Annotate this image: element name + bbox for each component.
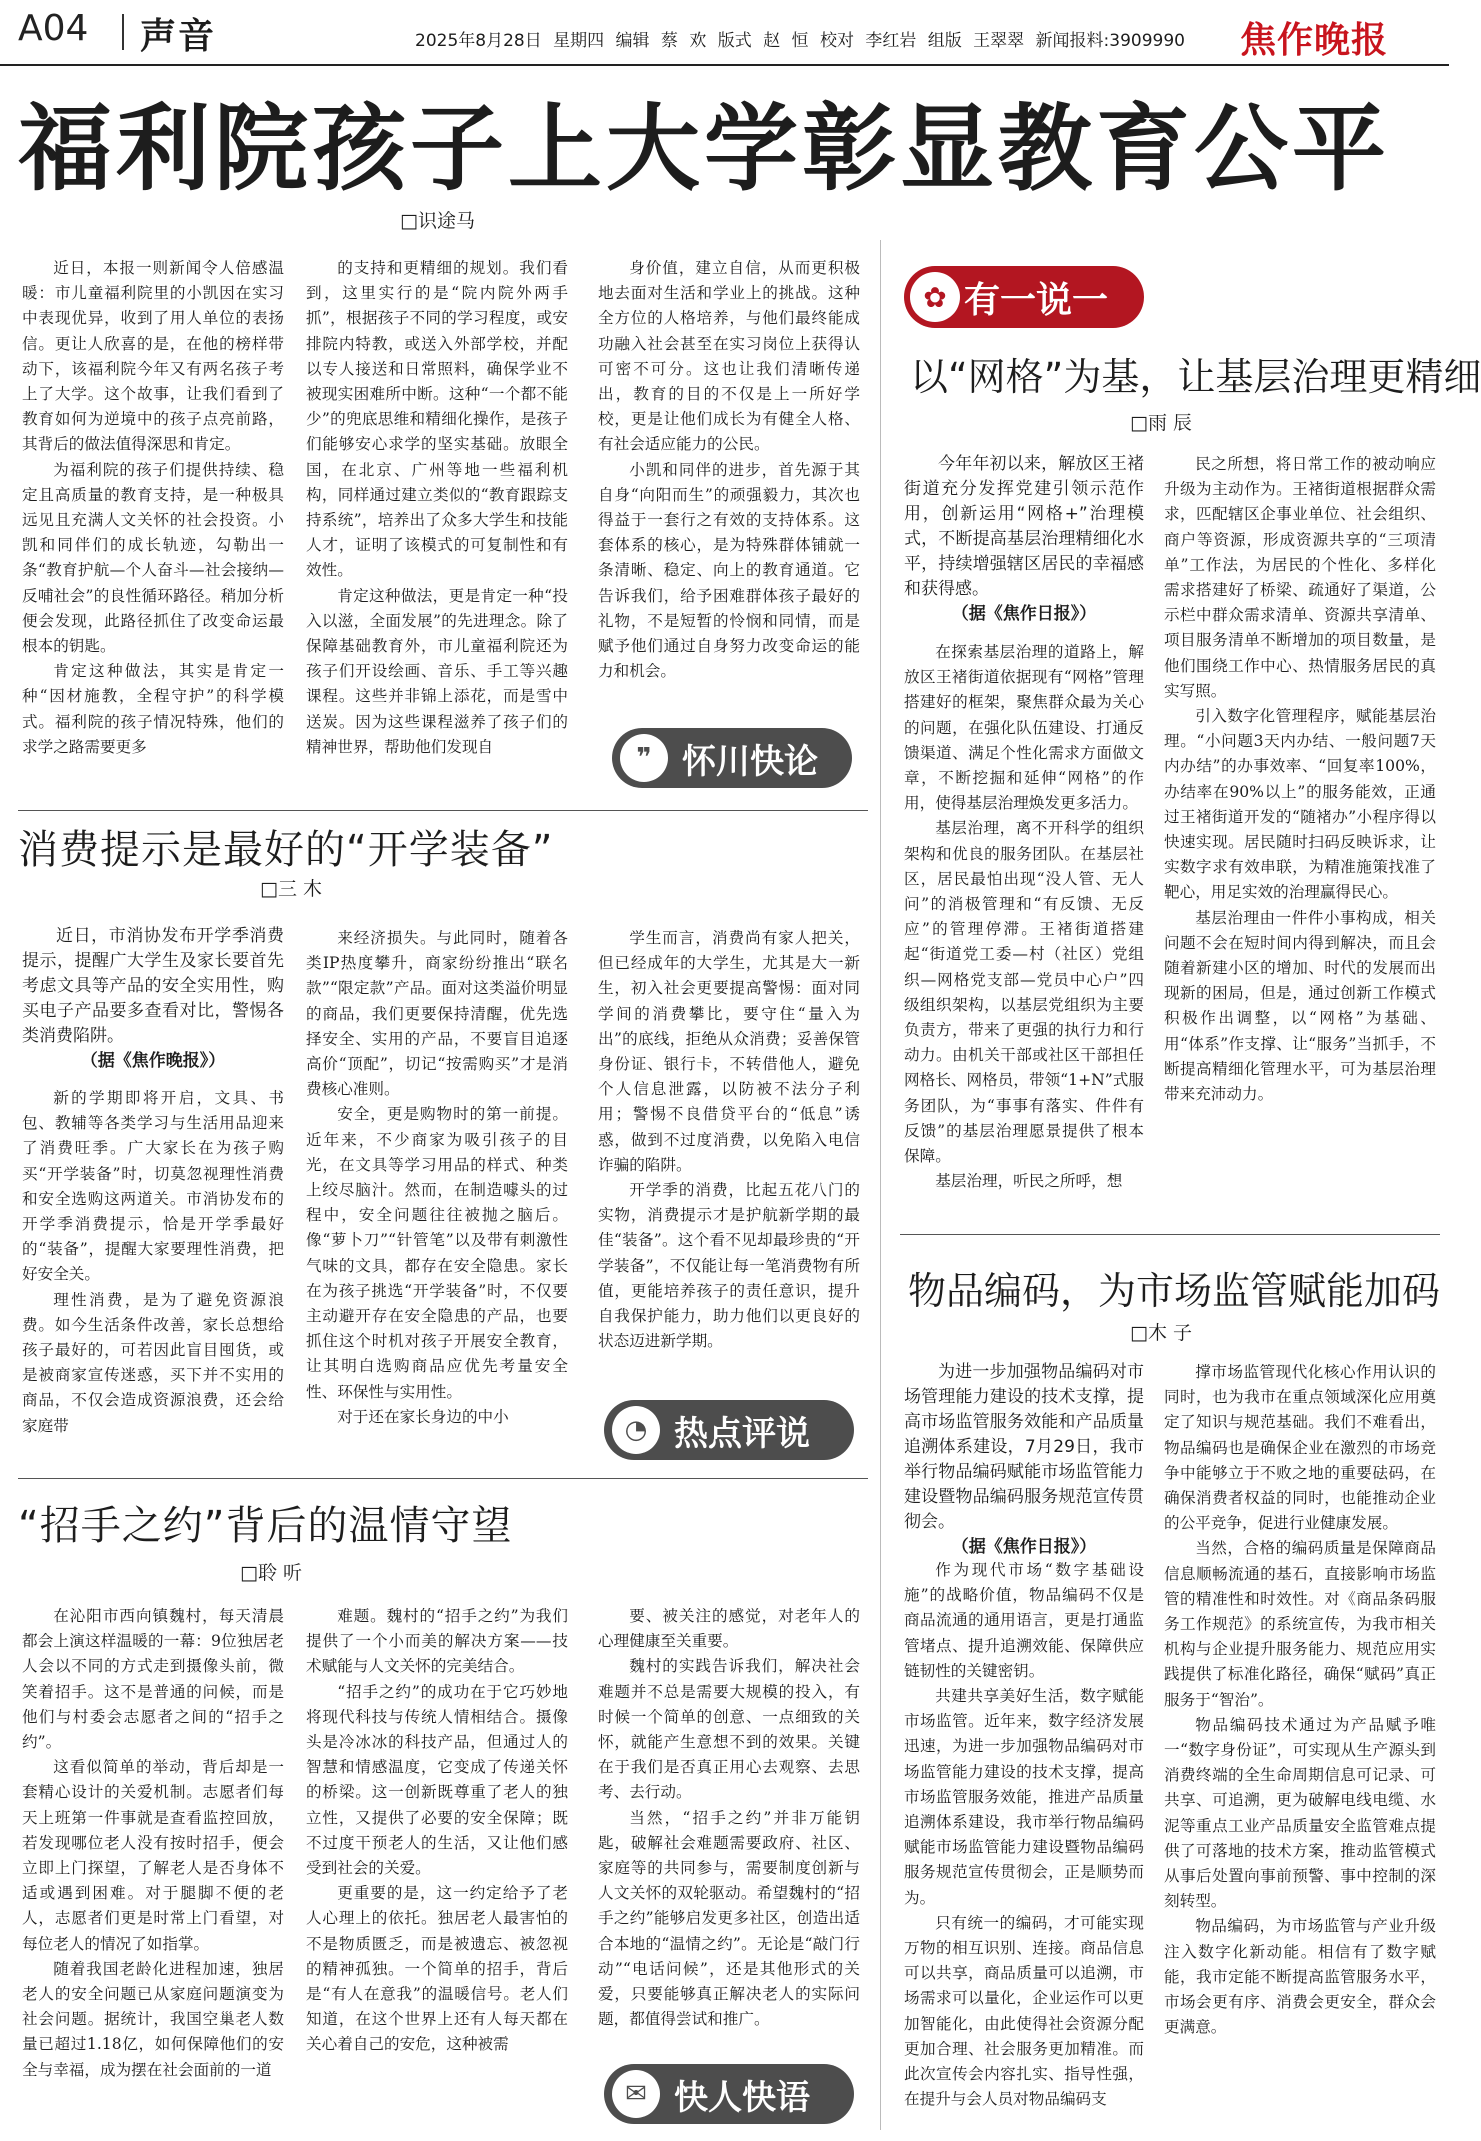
article4-col-1 — [904, 640, 1144, 1224]
paragraph: 肯定这种做法，更是肯定一种“投入以滋，全面发展”的先进理念。除了保障基础教育外，市儿童福利院还为孩子们开设绘画、音乐、手工等兴趣课程。这些并非锦上添花，而是雪中送炭。因为这些课程滋养了孩子们的精神世界，帮助他们发现自 — [306, 586, 568, 756]
article5-byline: □木 子 — [1130, 1322, 1192, 1344]
youyishuoyi-badge — [904, 266, 1144, 328]
main-col-2 — [306, 256, 568, 806]
quote-icon: ❞ — [620, 734, 668, 782]
paragraph: 撑市场监管现代化核心作用认识的同时，也为我市在重点领域深化应用奠定了知识与规范基础。我们不难看出，物品编码也是确保企业在激烈的市场竞争中能够立于不败之地的重要砝码，在确保消费者权益的同时，也能推动企业的公平竞争，促进行业健康发展。 — [1164, 1363, 1436, 1533]
chat-icon: ✉ — [612, 2070, 660, 2118]
header-divider — [122, 14, 124, 50]
paragraph: 作为现代市场“数字基础设施”的战略价值，物品编码不仅是商品流通的通用语言，更是打通监管堵点、提升追溯效能、保障供应链韧性的关键密钥。 — [904, 1561, 1144, 1680]
article4-byline: □雨 辰 — [1130, 412, 1192, 434]
paragraph: 在沁阳市西向镇魏村，每天清晨都会上演这样温暖的一幕：9位独居老人会以不同的方式走到摄像头前，微笑着招手。这不是普通的问候，而是他们与村委会志愿者之间的“招手之约”。 — [22, 1607, 284, 1752]
paragraph: 小凯和同伴的进步，首先源于其自身“向阳而生”的顽强毅力，其次也得益于一套行之有效的支持体系。这套体系的核心，是为特殊群体铺就一条清晰、稳定、向上的教育通道。它告诉我们，给予困难群体孩子最好的礼物，不是短暂的怜悯和同情，而是赋予他们通过自身努力改变命运的能力和机会。 — [598, 460, 860, 681]
article4-intro-source: （据《焦作日报》） — [951, 604, 1097, 624]
dove-icon: ✿ — [910, 272, 960, 322]
article5-col-1 — [904, 1558, 1144, 2134]
paragraph: 新的学期即将开启，文具、书包、教辅等各类学习与生活用品迎来了消费旺季。广大家长在为孩子购买“开学装备”时，切莫忽视理性消费和安全选购这两道关。市消协发布的开学季消费提示，恰是开学季最好的“装备”，提醒大家要理性消费，把好安全关。 — [22, 1089, 284, 1284]
article2-byline: □三 木 — [260, 878, 322, 900]
paragraph: 这看似简单的举动，背后却是一套精心设计的关爱机制。志愿者们每天上班第一件事就是查看监控回放，若发现哪位老人没有按时招手，便会立即上门探望，了解老人是否身体不适或遇到困难。对于腿脚不便的老人，志愿者们更是时常上门看望，对每位老人的情况了如指掌。 — [22, 1758, 284, 1953]
paragraph: 身价值，建立自信，从而更积极地去面对生活和学业上的挑战。这种全方位的人格培养，与他们最终能成功融入社会甚至在实习岗位上获得认可密不可分。这也让我们清晰传递出，教育的目的不仅是上一所好学校，更是让他们成长为有健全人格、有社会适应能力的公民。 — [598, 259, 860, 454]
paragraph: 魏村的实践告诉我们，解决社会难题并不总是需要大规模的投入，有时候一个简单的创意、一点细致的关怀，就能产生意想不到的效果。关键在于我们是否真正用心去观察、去思考、去行动。 — [598, 1657, 860, 1802]
paragraph: 在探索基层治理的道路上，解放区王褚街道依据现有“网格”管理搭建好的框架，聚焦群众最为关心的问题，在强化队伍建设、打通反馈渠道、满足个性化需求方面做文章，不断挖掘和延伸“网格”的作用，使得基层治理焕发更多活力。 — [904, 643, 1144, 813]
paragraph: 民之所想，将日常工作的被动响应升级为主动作为。王褚街道根据群众需求，匹配辖区企事业单位、社会组织、商户等资源，形成资源共享的“三项清单”工作法，为居民的个性化、多样化需求搭建好了桥梁、疏通好了渠道，公示栏中群众需求清单、资源共享清单、项目服务清单不断增加的项目数量，是他们围绕工作中心、热情服务居民的真实写照。 — [1164, 455, 1436, 700]
redian-label: 热点评说 — [674, 1413, 810, 1454]
paragraph: 的支持和更精细的规划。我们看到，这里实行的是“院内院外两手抓”，根据孩子不同的学习程度，或安排院内特教，或送入外部学校，并配以专人接送和日常照料，确保学业不被现实困难所中断。这种“一个都不能少”的兜底思维和精细化操作，是孩子们能够安心求学的坚实基础。放眼全国，在北京、广州等地一些福利机构，同样通过建立类似的“教育跟踪支持系统”，培养出了众多大学生和技能人才，证明了该模式的可复制性和有效性。 — [306, 259, 568, 580]
article5-intro-text: 为进一步加强物品编码对市场管理能力建设的技术支撑，提高市场监管服务效能和产品质量追溯体系建设，7月29日，我市举行物品编码赋能市场监管能力建设暨物品编码服务规范宣传贯彻会。 — [904, 1362, 1144, 1532]
paragraph: 学生而言，消费尚有家人把关，但已经成年的大学生，尤其是大一新生，初入社会更要提高警惕：面对同学间的消费攀比，要守住“量入为出”的底线，拒绝从众消费；妥善保管身份证、银行卡，不转借他人，避免个人信息泄露，以防被不法分子利用；警惕不良借贷平台的“低息”诱惑，做到不过度消费，以免陷入电信诈骗的陷阱。 — [598, 929, 860, 1174]
article2-intro-source: （据《焦作晚报》） — [80, 1051, 226, 1071]
kuairen-label: 快人快语 — [674, 2077, 810, 2118]
paragraph: 基层治理，听民之所呼，想 — [935, 1172, 1123, 1191]
newspaper-logo: 焦作晚报 — [1240, 20, 1389, 61]
paragraph: 肯定这种做法，其实是肯定一种“因材施教，全程守护”的科学模式。福利院的孩子情况特殊，他们的求学之路需要更多 — [22, 662, 284, 756]
paragraph: 来经济损失。与此同时，随着各类IP热度攀升，商家纷纷推出“联名款”“限定款”产品。面对这类溢价明显的商品，我们更要保持清醒，优先选择安全、实用的产品，不要盲目追逐高价“顶配”，切记“按需购买”才是消费核心准则。 — [306, 929, 568, 1099]
paragraph: 物品编码，为市场监管与产业升级注入数字化新动能。相信有了数字赋能，我市定能不断提高监管服务水平，市场会更有序、消费会更安全，群众会更满意。 — [1164, 1917, 1436, 2037]
article4-col-2 — [1164, 452, 1436, 1224]
article3-col-2 — [306, 1604, 568, 2134]
edition-meta: 2025年8月28日 星期四 编辑 蔡 欢 版式 赵 恒 校对 李红岩 组版 王翠翠 新闻报料:3909990 — [415, 31, 1185, 51]
paragraph: 更重要的是，这一约定给予了老人心理上的依托。独居老人最害怕的不是物质匮乏，而是被遗忘、被忽视的精神孤独。一个简单的招手，背后是“有人在意我”的温暖信号。老人们知道，在这个世界上还有人每天都在关心着自己的安危，这种被需 — [306, 1884, 568, 2054]
paragraph: 基层治理，离不开科学的组织架构和优良的服务团队。在基层社区，居民最怕出现“没人管、无人问”的消极管理和“有反馈、无反应”的管理停滞。王褚街道搭建起“街道党工委—村（社区）党组织—网格党支部—党员中心户”四级组织架构，以基层党组织为主要负责方，带来了更强的执行力和行动力。由机关干部或社区干部担任网格长、网格员，带领“1+N”式服务团队，为“事事有落实、件件有反馈”的基层治理愿景提供了根本保障。 — [904, 819, 1144, 1166]
divider-2 — [18, 1478, 868, 1479]
paragraph: 要、被关注的感觉，对老年人的心理健康至关重要。 — [598, 1607, 860, 1651]
main-byline: □识途马 — [400, 210, 475, 232]
main-headline: 福利院孩子上大学彰显教育公平 — [18, 95, 1391, 204]
huaichuan-badge — [612, 728, 852, 788]
article2-col-2 — [306, 926, 568, 1476]
huaichuan-label: 怀川快论 — [682, 741, 818, 782]
paragraph: 当然，合格的编码质量是保障商品信息顺畅流通的基石，直接影响市场监管的精准性和时效性。对《商品条码服务工作规范》的系统宣传，为我市相关机构与企业提升服务能力、规范应用实践提供了标准化路径，确保“赋码”真正服务于“智治”。 — [1164, 1539, 1436, 1709]
article2-headline: 消费提示是最好的“开学装备” — [18, 827, 554, 873]
article3-byline: □聆 听 — [240, 1562, 302, 1584]
youyishuoyi-label: 有一说一 — [964, 279, 1109, 321]
column-divider — [880, 240, 881, 2130]
article3-col-3 — [598, 1604, 860, 2054]
divider-3 — [900, 1234, 1440, 1235]
article5-intro — [904, 1360, 1144, 1557]
paragraph: 引入数字化管理程序，赋能基层治理。“小问题3天内办结、一般问题7天内办结”的办事效率、“回复率100%，办结率在90%以上”的服务能效，正通过王褚街道开发的“随褚办”小程序得以快速实现。居民随时扫码反映诉求，让实数字求有效串联，为精准施策找准了靶心，用足实效的治理赢得民心。 — [1164, 707, 1436, 902]
section-title: 声音 — [140, 16, 217, 57]
article3-headline: “招手之约”背后的温情守望 — [18, 1503, 513, 1549]
article4-intro-text: 今年年初以来，解放区王褚街道充分发挥党建引领示范作用，创新运用“网格+”治理模式，不断提高基层治理精细化水平，持续增强辖区居民的幸福感和获得感。 — [904, 454, 1144, 599]
article2-intro-text: 近日，市消协发布开学季消费提示，提醒广大学生及家长要首先考虑文具等产品的安全实用性，购买电子产品要多查看对比，警惕各类消费陷阱。 — [22, 926, 284, 1046]
paragraph: 开学季的消费，比起五花八门的实物，消费提示才是护航新学期的最佳“装备”。这个看不见却最珍贵的“开学装备”，不仅能让每一笔消费物有所值，更能培养孩子的责任意识，提升自我保护能力，助力他们以更良好的状态迈进新学期。 — [598, 1181, 860, 1351]
article2-intro — [22, 924, 284, 1071]
main-col-1 — [22, 256, 284, 806]
article2-col-1 — [22, 1086, 284, 1476]
article4-intro — [904, 452, 1144, 622]
paragraph: 物品编码技术通过为产品赋予唯一“数字身份证”，可实现从生产源头到消费终端的全生命周期信息可记录、可共享、可追溯，更为破解电线电缆、水泥等重点工业产品质量安全监管难点提供了可落地的技术方案，推动监管模式从事后处置向事前预警、事中控制的深刻转型。 — [1164, 1715, 1436, 1911]
article3-col-1 — [22, 1604, 284, 2134]
article2-col-3 — [598, 926, 860, 1396]
paragraph: 当然，“招手之约”并非万能钥匙，破解社会难题需要政府、社区、家庭等的共同参与，需要制度创新与人文关怀的双轮驱动。希望魏村的“招手之约”能够启发更多社区，创造出适合本地的“温情之约”。无论是“敲门行动”“电话问候”，还是其他形式的关爱，只要能够真正解决老人的实际问题，都值得尝试和推广。 — [598, 1808, 860, 2029]
wifi-icon: ◔ — [612, 1406, 660, 1454]
paragraph: 安全，更是购物时的第一前提。近年来，不少商家为吸引孩子的目光，在文具等学习用品的样式、种类上绞尽脑汁。然而，在制造噱头的过程中，安全问题往往被抛之脑后。像“萝卜刀”“针管笔”以及带有刺激性气味的文具，都存在安全隐患。家长在为孩子挑选“开学装备”时，不仅要主动避开存在安全隐患的产品，也要抓住这个时机对孩子开展安全教育，让其明白选购商品应优先考量安全性、环保性与实用性。 — [306, 1105, 568, 1401]
article5-headline: 物品编码，为市场监管赋能加码 — [908, 1269, 1441, 1313]
divider-1 — [18, 810, 868, 811]
article5-col-2 — [1164, 1360, 1436, 2134]
paragraph: 基层治理由一件件小事构成，相关问题不会在短时间内得到解决，而且会随着新建小区的增加、时代的发展而出现新的困局，但是，通过创新工作模式积极作出调整，以“网格”为基础、用“体系”作支撑、让“服务”当抓手，不断提高精细化管理水平，可为基层治理带来充沛动力。 — [1164, 908, 1436, 1104]
paragraph: 共建共享美好生活，数字赋能市场监管。近年来，数字经济发展迅速，为进一步加强物品编码对市场监管能力建设的技术支撑，提高市场监管服务效能，推进产品质量追溯体系建设，我市举行物品编码赋能市场监管能力建设暨物品编码服务规范宣传贯彻会，正是顺势而为。 — [904, 1687, 1144, 1907]
article5-intro-source: （据《焦作日报》） — [951, 1537, 1097, 1557]
page-number: A04 — [18, 8, 89, 49]
paragraph: 对于还在家长身边的中小 — [337, 1407, 509, 1426]
main-col-3 — [598, 256, 860, 726]
paragraph: 近日，本报一则新闻令人倍感温暖：市儿童福利院里的小凯因在实习中表现优异，收到了用人单位的表扬信。更让人欣喜的是，在他的榜样带动下，该福利院今年又有两名孩子考上了大学。这个故事，让我们看到了教育如何为逆境中的孩子点亮前路，其背后的做法值得深思和肯定。 — [22, 259, 284, 454]
paragraph: 为福利院的孩子们提供持续、稳定且高质量的教育支持，是一种极具远见且充满人文关怀的社会投资。小凯和同伴们的成长轨迹，勾勒出一条“教育护航—个人奋斗—社会接纳—反哺社会”的良性循环路径。稍加分析便会发现，此路径抓住了改变命运最根本的钥匙。 — [22, 460, 284, 656]
article4-headline: 以“网格”为基，让基层治理更精细 — [910, 355, 1481, 399]
paragraph: “招手之约”的成功在于它巧妙地将现代科技与传统人情相结合。摄像头是冷冰冰的科技产品，但通过人的智慧和情感温度，它变成了传递关怀的桥梁。这一创新既尊重了老人的独立性，又提供了必要的安全保障；既不过度干预老人的生活，又让他们感受到社会的关爱。 — [306, 1682, 568, 1878]
kuairen-badge — [604, 2064, 854, 2124]
paragraph: 理性消费，是为了避免资源浪费。如今生活条件改善，家长总想给孩子最好的，可若因此盲目囤货，或是被商家宣传迷惑，买下并不实用的商品，不仅会造成资源浪费，还会给家庭带 — [22, 1290, 284, 1435]
paragraph: 只有统一的编码，才可能实现万物的相互识别、连接。商品信息可以共享，商品质量可以追溯，市场需求可以量化，企业运作可以更加智能化，由此使得社会资源分配更加合理、社会服务更加精准。而此次宣传会内容扎实、指导性强，在提升与会人员对物品编码支 — [904, 1913, 1144, 2109]
redian-badge — [604, 1400, 854, 1460]
paragraph: 随着我国老龄化进程加速，独居老人的安全问题已从家庭问题演变为社会问题。据统计，我国空巢老人数量已超过1.18亿，如何保障他们的安全与幸福，成为摆在社会面前的一道 — [22, 1959, 284, 2079]
paragraph: 难题。魏村的“招手之约”为我们提供了一个小而美的解决方案——技术赋能与人文关怀的完美结合。 — [306, 1607, 568, 1676]
